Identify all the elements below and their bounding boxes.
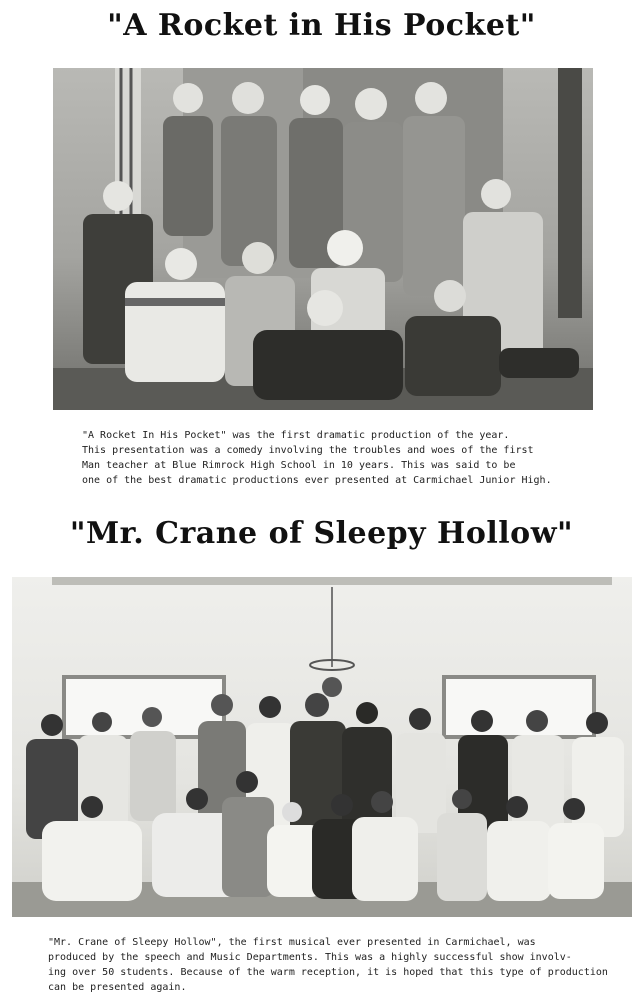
caption-line: "A Rocket In His Pocket" was the first dramatic production of the year. xyxy=(82,430,510,441)
caption-line: This presentation was a comedy involving the troubles and woes of the first xyxy=(82,445,534,456)
cast-photo-sleepy-hollow-illustration xyxy=(12,577,632,917)
caption-line: can be presented again. xyxy=(48,982,187,993)
section-title-rocket: "A Rocket in His Pocket" xyxy=(107,8,536,43)
caption-line: "Mr. Crane of Sleepy Hollow", the first musical ever presented in Carmichael, was xyxy=(48,937,536,948)
section-title-sleepy-hollow: "Mr. Crane of Sleepy Hollow" xyxy=(69,516,574,551)
caption-sleepy-hollow xyxy=(48,935,608,995)
cast-photo-sleepy-hollow xyxy=(12,577,632,917)
caption-rocket xyxy=(82,428,552,488)
caption-line: ing over 50 students. Because of the warm reception, it is hoped that this type of production xyxy=(48,967,608,978)
caption-line: one of the best dramatic productions ever presented at Carmichael Junior High. xyxy=(82,475,552,486)
cast-photo-rocket xyxy=(53,68,593,410)
caption-line: Man teacher at Blue Rimrock High School in 10 years. This was said to be xyxy=(82,460,516,471)
caption-line: produced by the speech and Music Departments. This was a highly successful show involv- xyxy=(48,952,572,963)
cast-photo-rocket-illustration xyxy=(53,68,593,410)
